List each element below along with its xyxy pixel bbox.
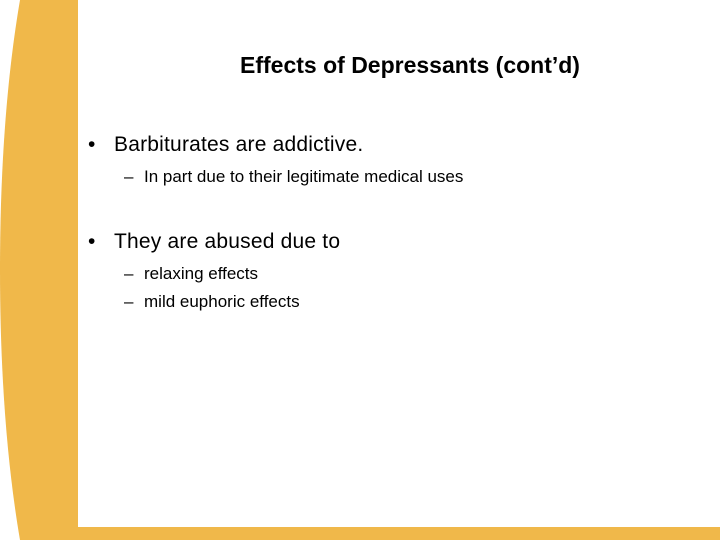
sub-marker: – (124, 167, 134, 186)
sub-item-2-1 (124, 264, 258, 284)
bullet-text: They are abused due to (114, 230, 341, 253)
sub-item-2-2 (124, 292, 300, 312)
sub-item-1-1 (124, 167, 463, 187)
sub-text: mild euphoric effects (144, 292, 300, 311)
bullet-item-2 (88, 230, 340, 254)
sub-text: relaxing effects (144, 264, 259, 283)
sub-marker: – (124, 292, 134, 311)
bullet-item-1 (88, 133, 363, 157)
sub-text: In part due to their legitimate medical uses (144, 167, 464, 186)
slide-title: Effects of Depressants (cont’d) (240, 52, 580, 78)
bullet-marker: • (88, 230, 96, 253)
bullet-marker: • (88, 133, 96, 156)
bullet-text: Barbiturates are addictive. (114, 133, 364, 156)
sub-marker: – (124, 264, 134, 283)
